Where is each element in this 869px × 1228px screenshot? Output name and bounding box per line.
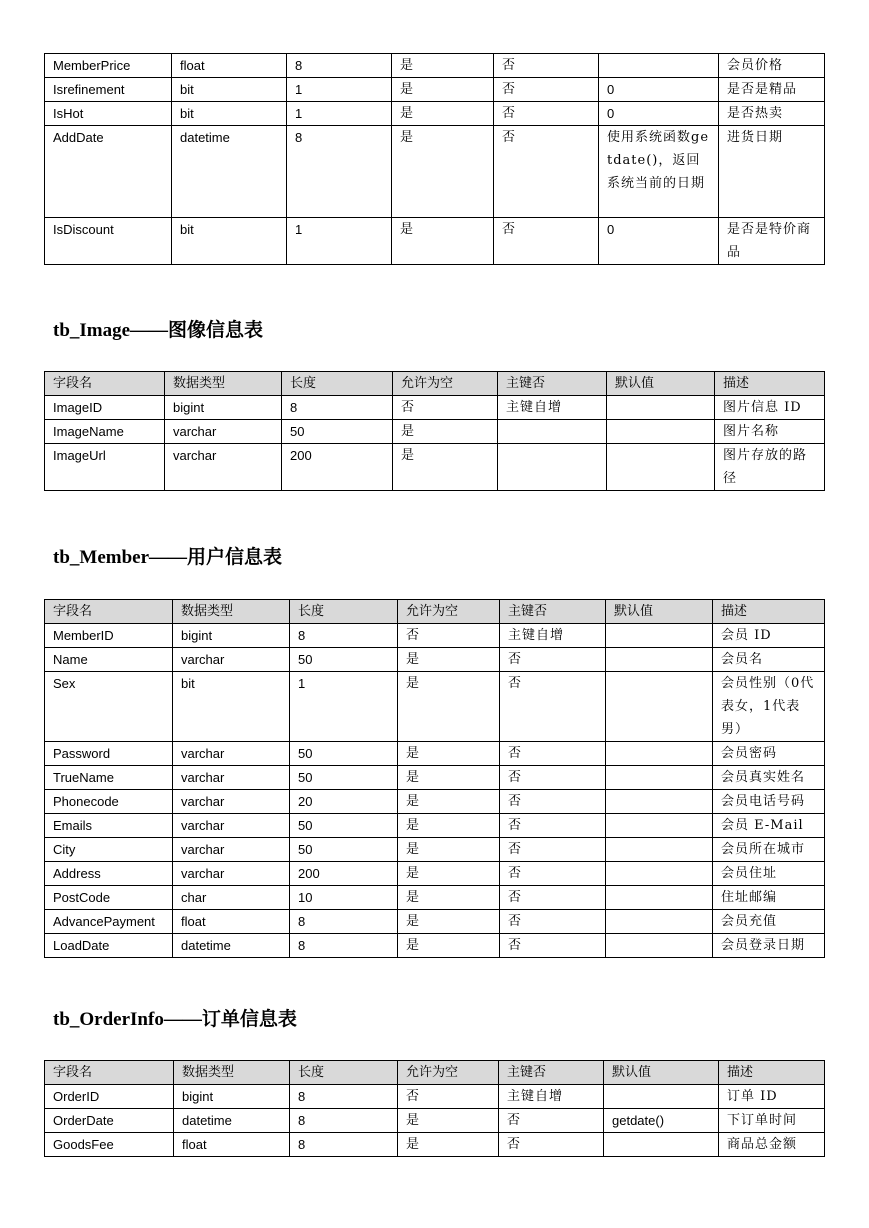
table-cell	[606, 934, 713, 958]
header-cell: 描述	[713, 600, 825, 624]
table-cell: varchar	[173, 742, 290, 766]
table-cell: 50	[290, 814, 398, 838]
table-cell: 否	[500, 672, 606, 742]
table-cell: 0	[599, 78, 719, 102]
header-cell: 主键否	[498, 372, 607, 396]
table-cell: 8	[290, 1133, 398, 1157]
table-cell: 否	[494, 102, 599, 126]
table-cell: 否	[499, 1133, 604, 1157]
table-cell: 50	[290, 648, 398, 672]
table-cell: Emails	[45, 814, 173, 838]
table-row	[45, 790, 825, 814]
orderinfo-table	[44, 1060, 825, 1157]
header-cell: 长度	[290, 600, 398, 624]
table-cell: 是	[398, 672, 500, 742]
header-cell: 数据类型	[165, 372, 282, 396]
table-cell: varchar	[173, 648, 290, 672]
table-cell: 否	[494, 54, 599, 78]
table-cell: 进货日期	[719, 126, 825, 218]
table-header-row	[45, 600, 825, 624]
table-cell: 主键自增	[500, 624, 606, 648]
table-cell: 图片名称	[715, 420, 825, 444]
table-cell: City	[45, 838, 173, 862]
header-cell: 主键否	[499, 1061, 604, 1085]
table-cell	[498, 444, 607, 491]
table-row	[45, 420, 825, 444]
table-cell: bigint	[165, 396, 282, 420]
table-cell: 10	[290, 886, 398, 910]
table-cell: 会员价格	[719, 54, 825, 78]
table-row	[45, 126, 825, 218]
table-cell: 是否是特价商品	[719, 218, 825, 265]
table-cell: 图片存放的路径	[715, 444, 825, 491]
header-cell: 描述	[719, 1061, 825, 1085]
table-cell	[606, 624, 713, 648]
table-row	[45, 1133, 825, 1157]
table-row	[45, 672, 825, 742]
table-cell: 否	[500, 934, 606, 958]
table-cell: 200	[282, 444, 393, 491]
header-cell: 字段名	[45, 372, 165, 396]
table-cell: 否	[499, 1109, 604, 1133]
table-row	[45, 648, 825, 672]
header-cell: 长度	[282, 372, 393, 396]
table-cell: 是	[392, 126, 494, 218]
table-cell: bit	[173, 672, 290, 742]
image-table	[44, 371, 825, 491]
header-cell: 允许为空	[398, 1061, 499, 1085]
table-cell: 否	[500, 814, 606, 838]
table-cell: 50	[290, 766, 398, 790]
table-cell: 50	[290, 838, 398, 862]
table-cell: bit	[172, 218, 287, 265]
table-cell: 是	[398, 1109, 499, 1133]
table-cell: float	[174, 1133, 290, 1157]
table-cell: 否	[500, 886, 606, 910]
table-cell	[607, 444, 715, 491]
table-cell	[606, 790, 713, 814]
table-row	[45, 766, 825, 790]
table-cell: datetime	[172, 126, 287, 218]
table-cell	[604, 1085, 719, 1109]
table-row	[45, 102, 825, 126]
table-cell	[604, 1133, 719, 1157]
table-row	[45, 910, 825, 934]
member-table-title: tb_Member——用户信息表	[53, 547, 283, 568]
table-cell: 会员 E-Mail	[713, 814, 825, 838]
table-cell: 否	[398, 1085, 499, 1109]
table-cell: bigint	[173, 624, 290, 648]
table-cell: 是	[398, 862, 500, 886]
table-cell: MemberPrice	[45, 54, 172, 78]
table-cell: PostCode	[45, 886, 173, 910]
table-cell: datetime	[173, 934, 290, 958]
table-cell: 会员登录日期	[713, 934, 825, 958]
table-cell: 50	[282, 420, 393, 444]
table-cell: Isrefinement	[45, 78, 172, 102]
table-cell: MemberID	[45, 624, 173, 648]
table-cell	[606, 648, 713, 672]
table-cell: 是	[398, 790, 500, 814]
table-cell: 是	[398, 886, 500, 910]
table-cell: 否	[500, 838, 606, 862]
table-cell	[606, 814, 713, 838]
table-cell: 是	[398, 910, 500, 934]
table-row	[45, 838, 825, 862]
table-cell: 会员 ID	[713, 624, 825, 648]
table-cell: 是	[398, 766, 500, 790]
table-cell: 8	[290, 910, 398, 934]
table-cell: 是	[398, 838, 500, 862]
header-cell: 描述	[715, 372, 825, 396]
table-cell: 会员住址	[713, 862, 825, 886]
table-cell	[606, 838, 713, 862]
table-cell: 会员名	[713, 648, 825, 672]
table-row	[45, 218, 825, 265]
table-row	[45, 624, 825, 648]
table-cell: getdate()	[604, 1109, 719, 1133]
table-cell: 否	[500, 862, 606, 886]
table-cell: 下订单时间	[719, 1109, 825, 1133]
table-cell: 是	[393, 444, 498, 491]
table-cell: Password	[45, 742, 173, 766]
table-cell: 1	[287, 102, 392, 126]
table-cell: 否	[494, 218, 599, 265]
table-row	[45, 1085, 825, 1109]
table-row	[45, 78, 825, 102]
table-cell: float	[172, 54, 287, 78]
table-cell: varchar	[165, 420, 282, 444]
header-cell: 默认值	[604, 1061, 719, 1085]
table-cell: Address	[45, 862, 173, 886]
table-row	[45, 1109, 825, 1133]
table-cell: AdvancePayment	[45, 910, 173, 934]
table-row	[45, 742, 825, 766]
table-cell: 8	[290, 1109, 398, 1133]
table-cell: 是否是精品	[719, 78, 825, 102]
table-cell	[606, 742, 713, 766]
header-cell: 主键否	[500, 600, 606, 624]
table-cell: 会员电话号码	[713, 790, 825, 814]
table-cell: 会员充值	[713, 910, 825, 934]
table-cell: 1	[287, 218, 392, 265]
table-cell: TrueName	[45, 766, 173, 790]
image-table-title: tb_Image——图像信息表	[53, 320, 264, 341]
table-cell: 是	[392, 218, 494, 265]
table-row	[45, 54, 825, 78]
table-cell: 8	[287, 54, 392, 78]
header-cell: 允许为空	[398, 600, 500, 624]
table-cell: 否	[500, 910, 606, 934]
table-row	[45, 444, 825, 491]
table-cell: 会员性别（0代表女，1代表男）	[713, 672, 825, 742]
table-cell: 是	[392, 102, 494, 126]
table-cell: LoadDate	[45, 934, 173, 958]
table-row	[45, 934, 825, 958]
table-cell: IsDiscount	[45, 218, 172, 265]
table-cell	[599, 54, 719, 78]
header-cell: 默认值	[606, 600, 713, 624]
table-cell	[606, 862, 713, 886]
table-cell: 否	[500, 742, 606, 766]
table-cell: Sex	[45, 672, 173, 742]
table-cell: ImageName	[45, 420, 165, 444]
member-table	[44, 599, 825, 958]
table-cell: varchar	[173, 838, 290, 862]
table-cell	[606, 766, 713, 790]
orderinfo-table-title: tb_OrderInfo——订单信息表	[53, 1009, 297, 1030]
header-cell: 长度	[290, 1061, 398, 1085]
table-cell: varchar	[165, 444, 282, 491]
table-cell: 否	[494, 126, 599, 218]
table-header-row	[45, 372, 825, 396]
table-cell: 是	[398, 648, 500, 672]
table-cell: 主键自增	[498, 396, 607, 420]
table-cell: GoodsFee	[45, 1133, 174, 1157]
table-cell: OrderDate	[45, 1109, 174, 1133]
table-cell: ImageID	[45, 396, 165, 420]
table-cell: 是	[398, 814, 500, 838]
table-cell: 20	[290, 790, 398, 814]
table-cell: 是	[392, 54, 494, 78]
table-cell: Name	[45, 648, 173, 672]
table-cell: 主键自增	[499, 1085, 604, 1109]
table-cell: 0	[599, 102, 719, 126]
table-row	[45, 886, 825, 910]
table-cell: 8	[290, 624, 398, 648]
header-cell: 字段名	[45, 1061, 174, 1085]
table-cell: 8	[282, 396, 393, 420]
table-cell: 会员真实姓名	[713, 766, 825, 790]
header-cell: 数据类型	[174, 1061, 290, 1085]
table-cell: 8	[287, 126, 392, 218]
table-cell: 使用系统函数getdate()，返回系统当前的日期	[599, 126, 719, 218]
table-cell: bit	[172, 102, 287, 126]
table-cell: 是	[398, 934, 500, 958]
table-cell	[607, 420, 715, 444]
header-cell: 默认值	[607, 372, 715, 396]
table-row	[45, 814, 825, 838]
table-cell	[606, 886, 713, 910]
table-cell	[606, 672, 713, 742]
table-cell: OrderID	[45, 1085, 174, 1109]
table-cell: varchar	[173, 814, 290, 838]
table-row	[45, 862, 825, 886]
table-cell: 是	[392, 78, 494, 102]
table-cell: bit	[172, 78, 287, 102]
table-cell: 否	[500, 766, 606, 790]
table-cell: 1	[287, 78, 392, 102]
table-cell: 会员所在城市	[713, 838, 825, 862]
table-cell: varchar	[173, 862, 290, 886]
table-cell: char	[173, 886, 290, 910]
table-cell: varchar	[173, 766, 290, 790]
table-cell: 否	[500, 648, 606, 672]
table-cell	[606, 910, 713, 934]
table-cell: 是	[398, 742, 500, 766]
table-cell: varchar	[173, 790, 290, 814]
table-cell: 0	[599, 218, 719, 265]
header-cell: 字段名	[45, 600, 173, 624]
table-cell: 否	[393, 396, 498, 420]
table-cell: 8	[290, 1085, 398, 1109]
table-cell: 否	[494, 78, 599, 102]
header-cell: 允许为空	[393, 372, 498, 396]
table-cell: datetime	[174, 1109, 290, 1133]
table-row	[45, 396, 825, 420]
table-cell: 是否热卖	[719, 102, 825, 126]
table-cell: 住址邮编	[713, 886, 825, 910]
table-cell: 图片信息 ID	[715, 396, 825, 420]
header-cell: 数据类型	[173, 600, 290, 624]
table-cell	[607, 396, 715, 420]
table-cell: float	[173, 910, 290, 934]
table-cell: 50	[290, 742, 398, 766]
table-cell: bigint	[174, 1085, 290, 1109]
table-cell: 会员密码	[713, 742, 825, 766]
table-cell: ImageUrl	[45, 444, 165, 491]
table-cell: Phonecode	[45, 790, 173, 814]
table-cell: 200	[290, 862, 398, 886]
table-cell: 订单 ID	[719, 1085, 825, 1109]
table-cell: 1	[290, 672, 398, 742]
table-cell: 商品总金额	[719, 1133, 825, 1157]
table-cell	[498, 420, 607, 444]
goods-table-continued	[44, 53, 825, 265]
table-cell: 8	[290, 934, 398, 958]
table-cell: 是	[398, 1133, 499, 1157]
table-cell: 是	[393, 420, 498, 444]
table-cell: IsHot	[45, 102, 172, 126]
table-cell: 否	[500, 790, 606, 814]
table-cell: AddDate	[45, 126, 172, 218]
table-cell: 否	[398, 624, 500, 648]
table-header-row	[45, 1061, 825, 1085]
